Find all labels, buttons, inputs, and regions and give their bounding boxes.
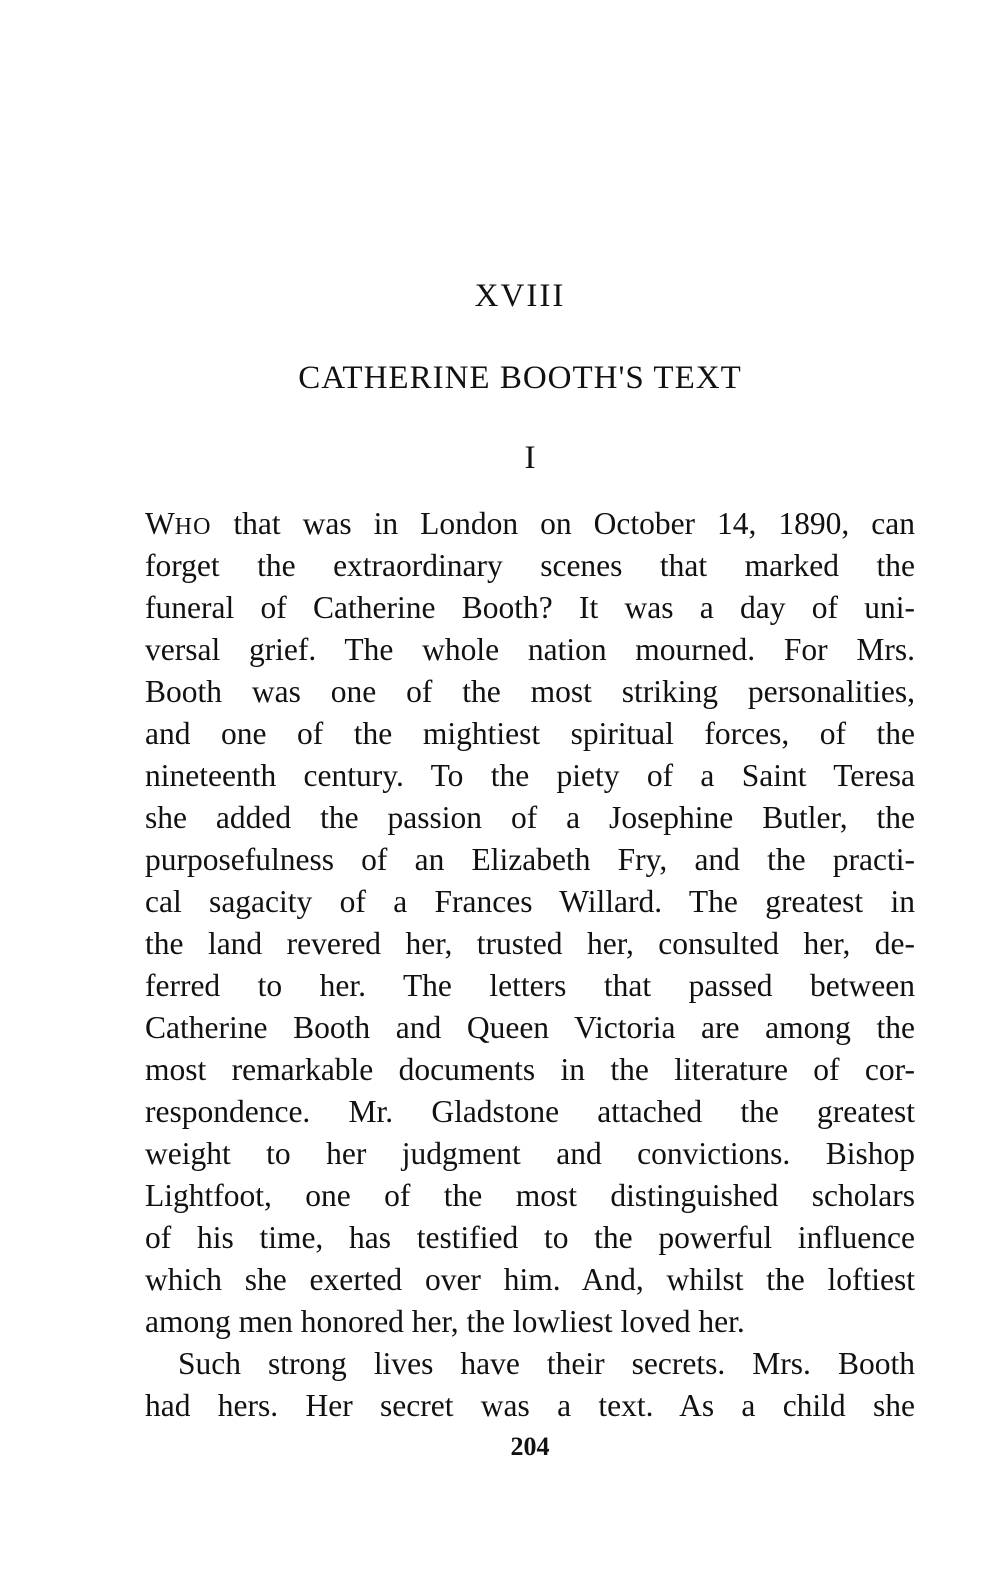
text-line: purposefulness of an Elizabeth Fry, and the practi- bbox=[145, 842, 915, 877]
text-line: which she exerted over him. And, whilst the loftiest bbox=[145, 1262, 915, 1297]
text-line: Such strong lives have their secrets. Mrs. Booth bbox=[178, 1346, 915, 1381]
text-line: Booth was one of the most striking personalities, bbox=[145, 674, 915, 709]
text-line: cal sagacity of a Frances Willard. The greatest in bbox=[145, 884, 915, 919]
chapter-number: XVIII bbox=[474, 278, 566, 314]
text-line: nineteenth century. To the piety of a Saint Teresa bbox=[145, 758, 915, 793]
text-line: most remarkable documents in the literature of cor- bbox=[145, 1052, 915, 1087]
text-line: of his time, has testified to the powerful influence bbox=[145, 1220, 915, 1255]
text-line: weight to her judgment and convictions. Bishop bbox=[145, 1136, 915, 1171]
section-number: I bbox=[524, 440, 536, 476]
paragraph-2 bbox=[145, 1343, 915, 1427]
body-text bbox=[145, 503, 915, 1427]
text-line bbox=[145, 503, 915, 545]
text-line: versal grief. The whole nation mourned. For Mrs. bbox=[145, 632, 915, 667]
text-line: and one of the mightiest spiritual forces, of the bbox=[145, 716, 915, 751]
opening-letter: W bbox=[145, 506, 175, 541]
text-line: the land revered her, trusted her, consulted her, de- bbox=[145, 926, 915, 961]
text-line: she added the passion of a Josephine Butler, the bbox=[145, 800, 915, 835]
chapter-title: CATHERINE BOOTH'S TEXT bbox=[298, 360, 742, 396]
text-line: funeral of Catherine Booth? It was a day of uni- bbox=[145, 590, 915, 625]
page-number: 204 bbox=[510, 1432, 550, 1461]
text-line: respondence. Mr. Gladstone attached the greatest bbox=[145, 1094, 915, 1129]
opening-smallcaps: HO bbox=[174, 514, 212, 540]
paragraph-1 bbox=[145, 503, 915, 1343]
text-line: among men honored her, the lowliest loved her. bbox=[145, 1304, 745, 1339]
text-line: had hers. Her secret was a text. As a child she bbox=[145, 1388, 915, 1423]
text-line: Catherine Booth and Queen Victoria are among the bbox=[145, 1010, 915, 1045]
first-line-text: that was in London on October 14, 1890, can bbox=[211, 506, 915, 541]
text-line: ferred to her. The letters that passed between bbox=[145, 968, 915, 1003]
text-line: Lightfoot, one of the most distinguished scholars bbox=[145, 1178, 915, 1213]
text-line: forget the extraordinary scenes that marked the bbox=[145, 548, 915, 583]
